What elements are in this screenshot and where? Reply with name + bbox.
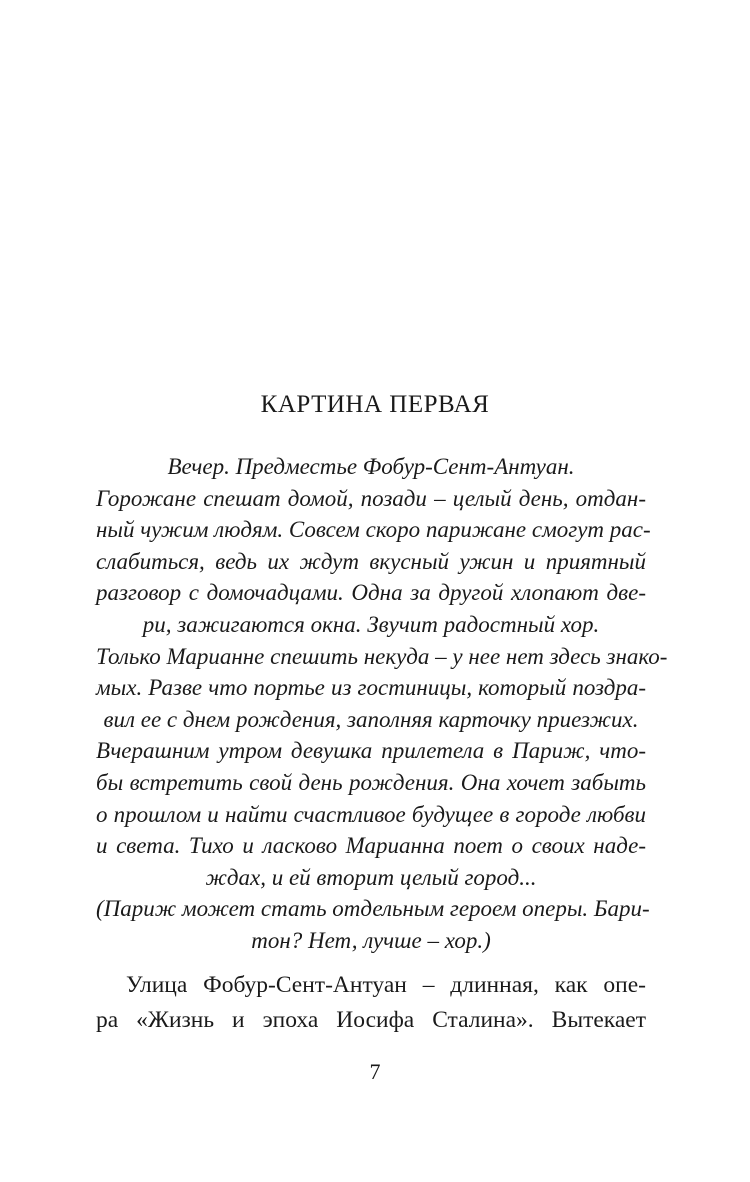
body-line: ра «Жизнь и эпоха Иосифа Сталина». Вытекает (96, 1007, 646, 1033)
stage-line: ри, зажигаются окна. Звучит радостный хор. (142, 611, 600, 637)
stage-line: ный чужим людям. Совсем скоро парижане смогут рас- (96, 517, 651, 543)
stage-line: слабиться, ведь их ждут вкусный ужин и приятный (96, 548, 646, 574)
stage-line: тон? Нет, лучше – хор.) (251, 927, 491, 953)
stage-line: Только Марианне спешить некуда – у нее нет здесь знако- (96, 643, 668, 669)
stage-line: о прошлом и найти счастливое будущее в городе любви (96, 801, 646, 827)
page-number: 7 (369, 1059, 381, 1084)
stage-line: бы встретить свой день рождения. Она хочет забыть (96, 769, 646, 795)
body-paragraph (96, 968, 646, 1038)
body-line: Улица Фобур-Сент-Антуан – длинная, как опе- (126, 972, 646, 998)
stage-line: ждах, и ей вторит целый город... (205, 864, 537, 890)
stage-line: мых. Разве что портье из гостиницы, который поздра- (96, 675, 646, 701)
stage-line: Горожане спешат домой, позади – целый день, отдан- (96, 485, 646, 511)
stage-direction (96, 451, 668, 957)
stage-line: разговор с домочадцами. Одна за другой хлопают две- (96, 580, 646, 606)
stage-line: Вчерашним утром девушка прилетела в Париж, что- (96, 738, 646, 764)
stage-line: Вечер. Предместье Фобур-Сент-Антуан. (167, 454, 575, 479)
chapter-title: КАРТИНА ПЕРВАЯ (260, 391, 490, 418)
stage-line: и света. Тихо и ласково Марианна поет о своих наде- (96, 833, 646, 859)
stage-line: (Париж может стать отдельным героем оперы. Бари- (96, 896, 650, 922)
stage-line: вил ее с днем рождения, заполняя карточку приезжих. (103, 706, 639, 732)
